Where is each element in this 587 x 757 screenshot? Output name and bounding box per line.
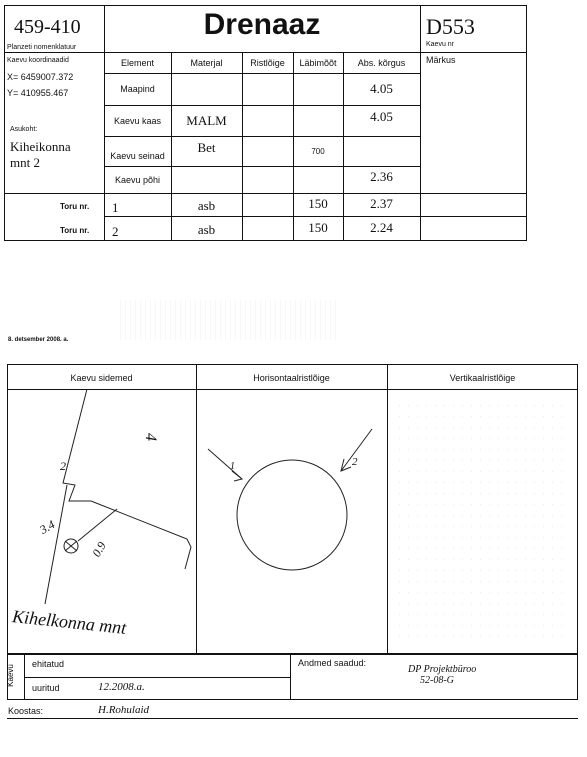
table-row-material: Bet (197, 140, 216, 155)
pipe-out-label: 2 (352, 456, 358, 468)
sheet-number: 459-410 (14, 16, 81, 38)
source-value-line1: DP Projektbüroo (408, 664, 477, 675)
divider (7, 718, 578, 719)
pipe-diameter: 150 (308, 220, 328, 235)
sketch-street: Kihelkonna mnt (11, 606, 128, 638)
sketch-level: 3.4 (37, 517, 58, 537)
author-label: Koostas: (8, 706, 44, 716)
scan-noise (120, 300, 340, 340)
table-row-height: 4.05 (370, 81, 393, 96)
author-value: H.Rohulaid (98, 704, 150, 716)
column-header: Läbimõõt (299, 57, 337, 68)
table-row-diameter: 700 (311, 146, 325, 156)
date-line: 8. detsember 2008. a. (8, 337, 69, 343)
pipe-material: asb (197, 198, 216, 213)
pipe-label: Toru nr. (60, 226, 90, 235)
source-label: Andmed saadud: (298, 658, 367, 668)
panel-title-horizontal: Horisontaalristlõige (253, 373, 330, 383)
table-row-element: Maapind (120, 84, 155, 94)
coordinate-x: X= 6459007.372 (7, 72, 74, 82)
page-title: Drenaaz (203, 8, 321, 41)
divider (242, 52, 243, 241)
pipe-number: 2 (112, 224, 119, 239)
pipe-label: Toru nr. (60, 202, 90, 211)
pipe-number: 1 (112, 200, 119, 215)
table-row-material: MALM (186, 112, 227, 128)
pipe-height: 2.24 (370, 220, 393, 235)
divider (104, 136, 420, 137)
sketch-pipe-label: 2 (60, 459, 66, 473)
table-row-element: Kaevu kaas (113, 115, 162, 126)
surveyed-value: 12.2008.a. (98, 681, 145, 693)
panel-title-vertical: Vertikaalristlõige (449, 373, 516, 383)
built-label: ehitatud (32, 659, 65, 669)
pipe-diameter: 150 (308, 196, 328, 211)
divider (24, 677, 290, 678)
table-row-height: 4.05 (370, 108, 393, 124)
table-row-element: Kaevu seinad (110, 151, 165, 161)
column-header: Ristlõige (250, 57, 285, 68)
horizontal-section-drawing (196, 389, 387, 654)
table-row-element: Kaevu põhi (114, 174, 161, 185)
sheet-caption: Planzeti nomenklatuur (7, 44, 77, 51)
surveyed-label: uuritud (32, 683, 60, 693)
notes-label: Märkus (426, 55, 456, 65)
location-line2: mnt 2 (10, 155, 40, 170)
column-header: Element (120, 57, 155, 68)
column-header: Materjal (190, 57, 223, 68)
pipe-in-label: 1 (230, 461, 235, 472)
sketch-depth: 0.9 (89, 539, 109, 560)
panel-title-connections: Kaevu sidemed (70, 373, 133, 383)
table-row-height: 2.36 (370, 168, 393, 184)
scan-noise (395, 400, 570, 640)
location-label: Asukoht: (10, 126, 38, 133)
divider (4, 193, 527, 194)
column-header: Abs. kõrgus (357, 57, 406, 68)
coordinate-y: Y= 410955.467 (7, 88, 69, 98)
well-id-caption: Kaevu nr (426, 41, 455, 48)
footer-vertical-label: Kaevu (5, 664, 15, 687)
pipe-height: 2.37 (370, 196, 393, 211)
divider (290, 654, 291, 700)
location-line1: Kiheikonna (10, 139, 71, 154)
sketch-house-number: 4 (142, 433, 159, 441)
well-id: D553 (426, 14, 475, 39)
divider (387, 364, 388, 654)
divider (420, 5, 421, 241)
coordinates-label: Kaevu koordinaadid (7, 57, 69, 64)
source-value-line2: 52-08-G (420, 675, 454, 686)
pipe-material: asb (197, 222, 216, 237)
